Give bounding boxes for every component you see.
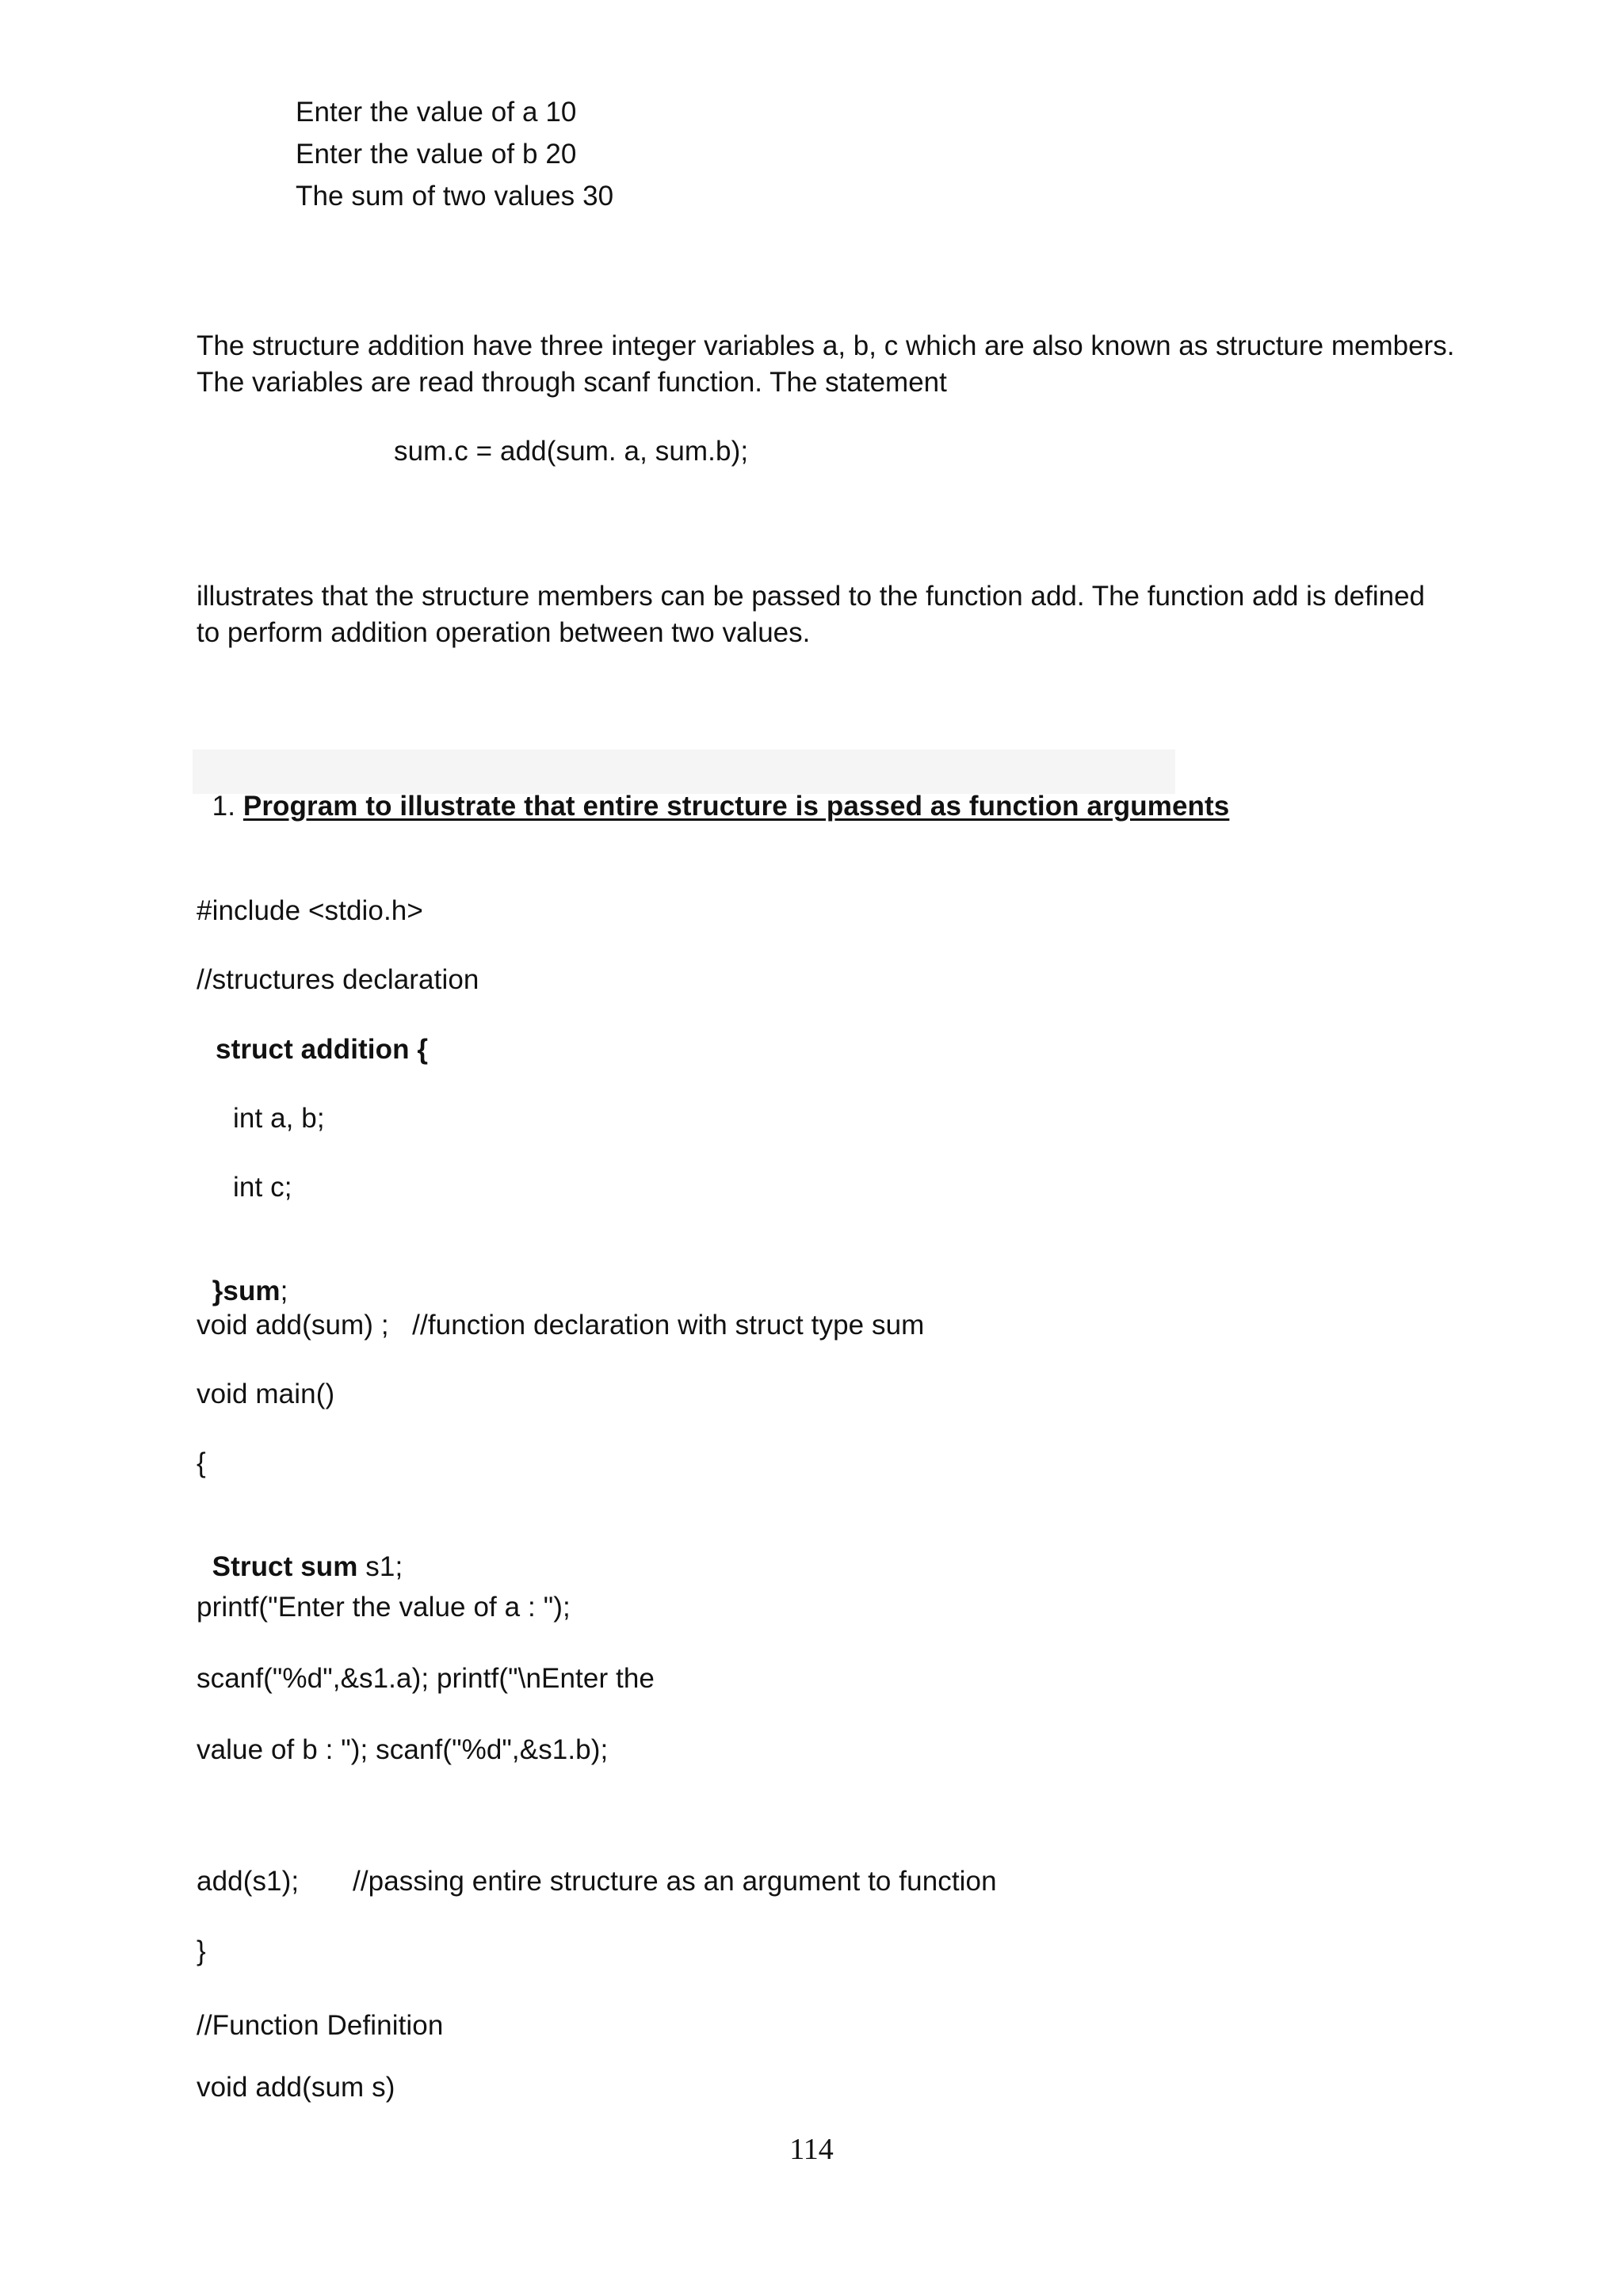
paragraph-function-add <box>197 578 1465 651</box>
code-member-ab: int a, b; <box>233 1103 325 1134</box>
section-heading <box>197 754 1229 824</box>
paragraph-structure-members <box>197 328 1465 401</box>
code-add-comment: //passing entire structure as an argument to function <box>353 1866 997 1897</box>
code-statement: sum.c = add(sum. a, sum.b); <box>394 436 749 467</box>
code-add-call: add(s1); <box>197 1866 300 1897</box>
code-add-declaration: void add(sum) ; //function declaration with struct type sum <box>197 1310 925 1341</box>
code-struct-keyword: Struct sum <box>212 1551 358 1582</box>
code-struct-close <box>197 1239 288 1309</box>
heading-title: Program to illustrate that entire structure is passed as function arguments <box>242 791 1230 822</box>
code-close-brace: } <box>212 1276 223 1306</box>
code-struct-var <box>197 1515 403 1585</box>
code-struct-variable: s1; <box>357 1551 403 1582</box>
code-comment: //structures declaration <box>197 964 479 995</box>
code-struct-name: sum <box>223 1276 281 1306</box>
paragraph-line: to perform addition operation between two values. <box>197 617 811 648</box>
code-semicolon: ; <box>280 1276 288 1306</box>
paragraph-line: illustrates that the structure members can be passed to the function add. The function add is defined <box>197 581 1425 612</box>
code-struct-open: struct addition { <box>216 1034 429 1065</box>
code-func-def-comment: //Function Definition <box>197 2010 444 2041</box>
code-scanf-b: value of b : "); scanf("%d",&s1.b); <box>197 1734 609 1765</box>
code-member-c: int c; <box>233 1172 292 1203</box>
code-scanf-a: scanf("%d",&s1.a); printf("\nEnter the <box>197 1663 655 1694</box>
heading-number: 1. <box>212 791 243 822</box>
output-line-sum: The sum of two values 30 <box>296 181 614 212</box>
code-func-def: void add(sum s) <box>197 2072 395 2103</box>
code-main-close: } <box>197 1936 206 1966</box>
output-line-a: Enter the value of a 10 <box>296 97 577 128</box>
paragraph-line: The structure addition have three integer variables a, b, c which are also known as structure members. <box>197 330 1455 361</box>
page-number: 114 <box>789 2133 834 2166</box>
output-line-b: Enter the value of b 20 <box>296 139 577 170</box>
code-include: #include <stdio.h> <box>197 895 423 926</box>
code-printf-a: printf("Enter the value of a : "); <box>197 1592 571 1623</box>
paragraph-line: The variables are read through scanf function. The statement <box>197 367 947 398</box>
code-main: void main() <box>197 1379 335 1409</box>
code-open-brace: { <box>197 1447 206 1478</box>
